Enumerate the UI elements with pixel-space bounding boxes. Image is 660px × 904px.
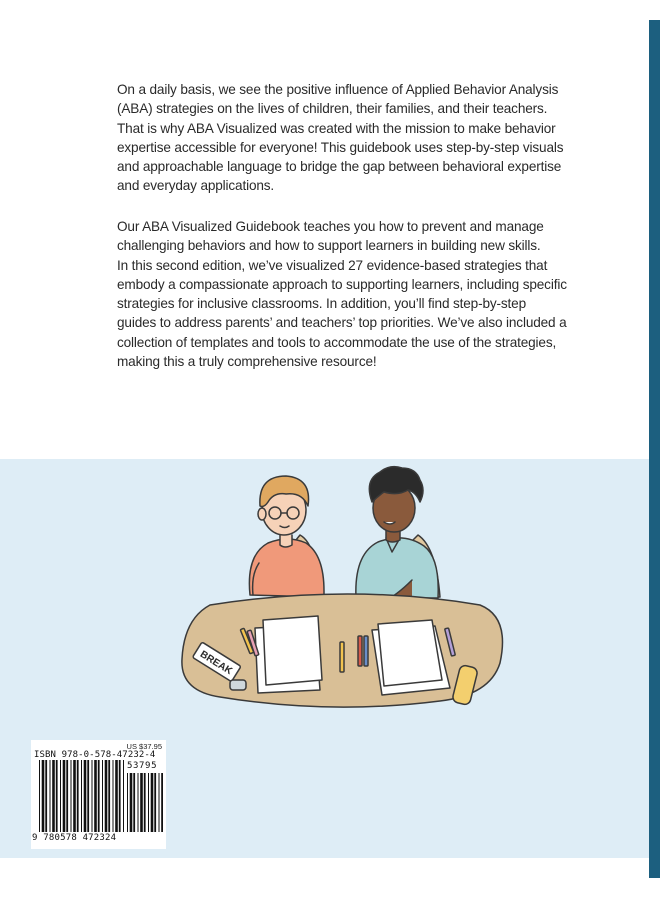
ean-barcode xyxy=(39,760,125,832)
blurb-paragraph-1 xyxy=(117,80,564,196)
barcode-bar xyxy=(42,760,45,832)
pencil-middle-1 xyxy=(340,642,344,672)
barcode-bar xyxy=(105,760,108,832)
barcode-bar xyxy=(130,773,133,832)
text-line: expertise accessible for everyone! This guidebook uses step-by-step visuals xyxy=(117,139,564,155)
text-line: Our ABA Visualized Guidebook teaches you how to prevent and manage xyxy=(117,219,544,234)
text-line: making this a truly comprehensive resource! xyxy=(117,354,377,370)
barcode-bar xyxy=(140,773,143,832)
text-line: guides to address parents’ and teachers’ top priorities. We’ve also included a xyxy=(117,315,567,331)
boy-left xyxy=(249,476,324,597)
barcode-bar xyxy=(161,773,163,832)
barcode-bar xyxy=(77,760,79,832)
barcode-bar xyxy=(119,760,121,832)
text-line: On a daily basis, we see the positive influence of Applied Behavior Analysis xyxy=(117,82,559,97)
barcode-bar xyxy=(133,773,135,832)
text-line: collection of templates and tools to accommodate the use of the strategies, xyxy=(117,334,557,350)
barcode-bar xyxy=(138,773,139,832)
pencil-middle-3 xyxy=(364,636,368,666)
barcode-bar xyxy=(115,760,118,832)
text-line: (ABA) strategies on the lives of children, their families, and their teachers. xyxy=(117,101,548,117)
blurb-paragraph-2 xyxy=(117,217,567,371)
barcode-bar xyxy=(84,760,87,832)
isbn-label: ISBN 978-0-578-47232-4 xyxy=(34,750,156,760)
barcode-bar xyxy=(108,760,110,832)
text-line: embody a compassionate approach to supporting learners, including specific xyxy=(117,276,567,292)
barcode-bar xyxy=(63,760,66,832)
barcode-bar xyxy=(154,773,156,832)
ean-digits: 9 780578 472324 xyxy=(32,833,117,843)
barcode-bar xyxy=(94,760,97,832)
barcode-bar xyxy=(50,760,51,832)
spine-strip xyxy=(649,20,660,878)
barcode-bar xyxy=(98,760,100,832)
addon-digits: 53795 xyxy=(127,761,158,771)
boy-right-shirt xyxy=(356,538,438,598)
barcode-bar xyxy=(123,760,124,832)
barcode-bar xyxy=(71,760,72,832)
barcode-bar xyxy=(66,760,68,832)
barcode-bar xyxy=(92,760,93,832)
barcode-bar xyxy=(45,760,47,832)
text-line: and everyday applications. xyxy=(117,178,275,194)
barcode-bar xyxy=(144,773,146,832)
text-line: In this second edition, we’ve visualized 27 evidence-based strategies that xyxy=(117,257,548,273)
barcode-bar xyxy=(159,773,160,832)
boy-right-smile xyxy=(384,522,395,524)
barcode-bar xyxy=(102,760,103,832)
barcode-bar xyxy=(113,760,114,832)
barcode-bar xyxy=(73,760,76,832)
barcode-bar xyxy=(151,773,154,832)
children-at-table-illustration xyxy=(150,430,510,730)
barcode-bar xyxy=(127,773,128,832)
paper-stack-right-front xyxy=(378,620,442,686)
text-line: and approachable language to bridge the gap between behavioral expertise xyxy=(117,159,562,175)
pencil-middle-2 xyxy=(358,636,362,666)
addon-barcode xyxy=(127,773,163,832)
break-card-text: BREAK xyxy=(197,649,234,678)
price-label: US $37.95 xyxy=(126,742,162,751)
barcode-bar xyxy=(148,773,149,832)
boy-left-neck xyxy=(280,535,292,547)
eraser xyxy=(230,680,246,690)
barcode-bar xyxy=(60,760,61,832)
barcode-bar xyxy=(52,760,55,832)
text-line: strategies for inclusive classrooms. In addition, you’ll find step-by-step xyxy=(117,296,526,312)
text-line: challenging behaviors and how to support learners in building new skills. xyxy=(117,238,541,254)
isbn-barcode-box xyxy=(31,740,166,849)
barcode-bar xyxy=(39,760,40,832)
barcode-bar xyxy=(81,760,82,832)
paper-stack-left-front xyxy=(263,616,322,685)
boy-left-shirt xyxy=(249,539,324,597)
boy-left-ear xyxy=(258,508,266,520)
barcode-bar xyxy=(56,760,58,832)
text-line: That is why ABA Visualized was created with the mission to make behavior xyxy=(117,120,556,136)
barcode-bar xyxy=(87,760,89,832)
